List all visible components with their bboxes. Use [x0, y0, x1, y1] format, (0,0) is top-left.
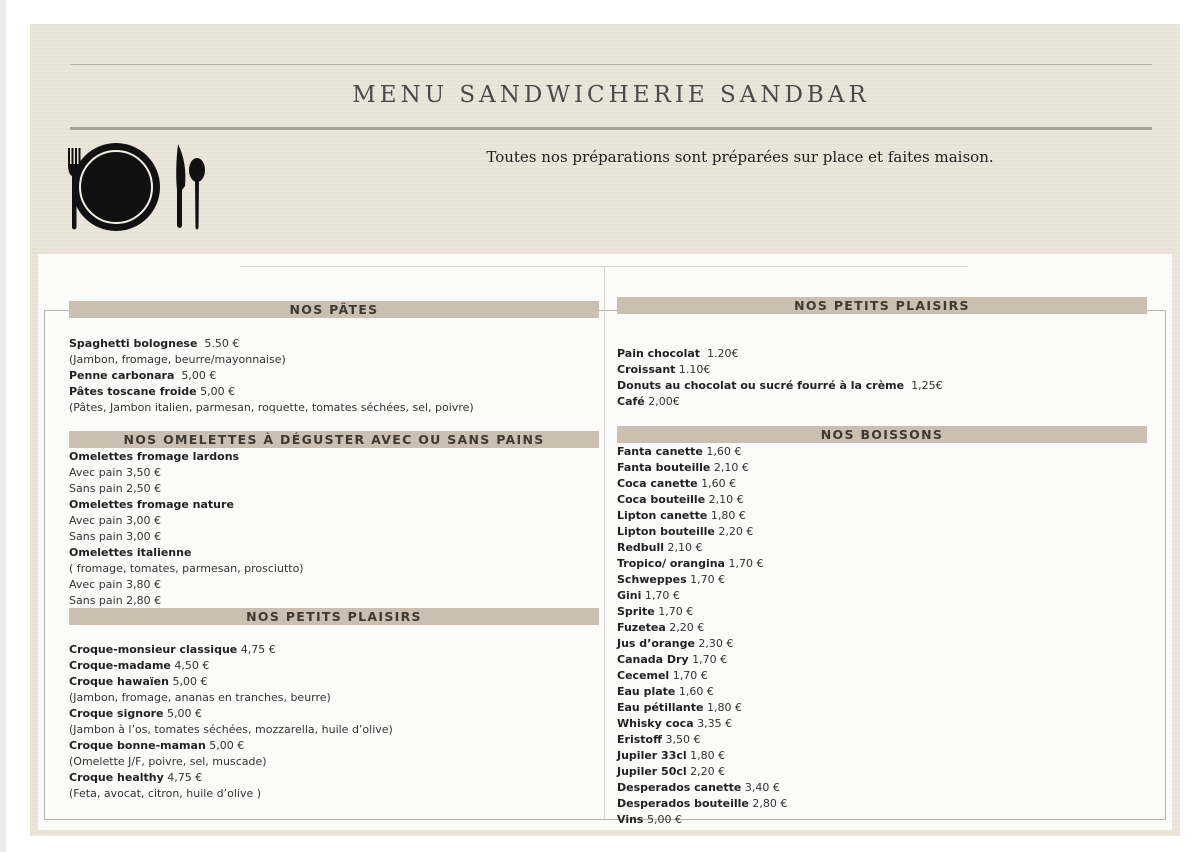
menu-title: MENU SANDWICHERIE SANDBAR: [352, 82, 870, 108]
menu-item: [617, 524, 1147, 540]
item-price: 2,10 €: [705, 493, 744, 506]
item-price: 3,50 €: [661, 733, 701, 746]
item-price: 1,80 €: [686, 749, 726, 762]
item-detail: (Jambon, fromage, beurre/mayonnaise): [69, 353, 286, 366]
menu-item: [69, 336, 599, 352]
section-header-boissons: NOS BOISSONS: [617, 426, 1147, 443]
item-name: Vins: [617, 813, 644, 826]
item-name: Fuzetea: [617, 621, 666, 634]
item-price: 5,00 €: [174, 369, 217, 382]
menu-item: [617, 492, 1147, 508]
item-name: Omelettes fromage nature: [69, 498, 234, 511]
item-price: 3,40 €: [741, 781, 780, 794]
item-detail: (Jambon à l’os, tomates séchées, mozzarella, huile d’olive): [69, 723, 393, 736]
tagline: Toutes nos préparations sont préparées sur place et faites maison.: [486, 148, 994, 166]
item-name: Fanta bouteille: [617, 461, 711, 474]
item-price: 1,60 €: [675, 685, 714, 698]
item-price: 5,00 €: [643, 813, 682, 826]
menu-item: [617, 346, 1147, 362]
menu-item: [617, 460, 1147, 476]
menu-item: [69, 754, 599, 770]
item-detail: (Jambon, fromage, ananas en tranches, beurre): [69, 691, 331, 704]
menu-item: [69, 786, 599, 802]
item-detail: (Feta, avocat, citron, huile d’olive ): [69, 787, 262, 800]
title-underline: [70, 127, 1152, 130]
item-name: Eristoff: [617, 733, 662, 746]
item-name: Desperados bouteille: [617, 797, 749, 810]
item-price: 4,50 €: [170, 659, 210, 672]
item-detail: Sans pain 2,80 €: [69, 594, 162, 607]
item-price: 5,00 €: [168, 675, 208, 688]
item-price: 2,20 €: [665, 621, 705, 634]
item-price: 1.20€: [700, 347, 739, 360]
menu-item: [69, 384, 599, 400]
menu-item: [69, 368, 599, 384]
item-name: Penne carbonara: [69, 369, 175, 382]
section-header-petits-plaisirs: NOS PETITS PLAISIRS: [69, 608, 599, 625]
menu-item: [617, 780, 1147, 796]
item-name: Spaghetti bolognese: [69, 337, 198, 350]
list-viennoiseries: [617, 346, 1147, 410]
item-name: Sprite: [617, 605, 655, 618]
item-name: Croque healthy: [69, 771, 164, 784]
top-rule: [70, 64, 1152, 65]
item-name: Donuts au chocolat ou sucré fourré à la crème: [617, 379, 905, 392]
item-name: Croissant: [617, 363, 676, 376]
item-name: Coca canette: [617, 477, 698, 490]
menu-item: [617, 700, 1147, 716]
item-price: 2,20 €: [714, 525, 754, 538]
menu-item: [617, 636, 1147, 652]
item-price: 4,75 €: [163, 771, 203, 784]
menu-item: [69, 690, 599, 706]
menu-item: [617, 732, 1147, 748]
item-price: 1,70 €: [669, 669, 708, 682]
item-name: Croque bonne-maman: [69, 739, 206, 752]
menu-item: [69, 738, 599, 754]
menu-item: [69, 722, 599, 738]
item-name: Whisky coca: [617, 717, 694, 730]
menu-item: [617, 572, 1147, 588]
list-croques: [69, 642, 599, 802]
menu-item: [69, 352, 599, 368]
item-name: Jupiler 50cl: [617, 765, 687, 778]
item-name: Fanta canette: [617, 445, 703, 458]
item-name: Lipton bouteille: [617, 525, 715, 538]
menu-item: [69, 577, 599, 593]
item-detail: Sans pain 3,00 €: [69, 530, 162, 543]
menu-item: [69, 497, 599, 513]
item-name: Pain chocolat: [617, 347, 701, 360]
menu-item: [617, 394, 1147, 410]
item-price: 5,00 €: [196, 385, 236, 398]
menu-item: [617, 812, 1147, 828]
item-price: 5.50 €: [197, 337, 240, 350]
item-name: Coca bouteille: [617, 493, 706, 506]
menu-item: [617, 652, 1147, 668]
section-header-omelettes: NOS OMELETTES À DÉGUSTER AVEC OU SANS PAINS: [69, 431, 599, 448]
list-omelettes: [69, 449, 599, 609]
item-name: Jupiler 33cl: [617, 749, 687, 762]
menu-item: [69, 770, 599, 786]
menu-card: [30, 24, 1180, 836]
item-name: Cecemel: [617, 669, 670, 682]
item-name: Croque-monsieur classique: [69, 643, 238, 656]
column-divider: [604, 266, 605, 818]
menu-item: [69, 706, 599, 722]
menu-item: [617, 378, 1147, 394]
item-name: Redbull: [617, 541, 665, 554]
item-name: Jus d’orange: [617, 637, 695, 650]
menu-item: [617, 476, 1147, 492]
item-detail: Avec pain 3,00 €: [69, 514, 161, 527]
item-price: 1,70 €: [688, 653, 728, 666]
menu-item: [69, 561, 599, 577]
item-price: 1,80 €: [707, 509, 746, 522]
item-name: Croque signore: [69, 707, 164, 720]
item-name: Desperados canette: [617, 781, 742, 794]
menu-item: [617, 362, 1147, 378]
item-price: 3,35 €: [693, 717, 733, 730]
list-pates: [69, 336, 599, 416]
menu-item: [617, 748, 1147, 764]
item-name: Schweppes: [617, 573, 687, 586]
section-header-pates: NOS PÂTES: [69, 301, 599, 318]
menu-item: [69, 465, 599, 481]
item-name: Pâtes toscane froide: [69, 385, 197, 398]
item-price: 2,20 €: [686, 765, 726, 778]
item-detail: Sans pain 2,50 €: [69, 482, 162, 495]
list-boissons: [617, 444, 1147, 828]
item-price: 1,60 €: [702, 445, 742, 458]
item-price: 1,70 €: [641, 589, 680, 602]
item-name: Omelettes fromage lardons: [69, 450, 240, 463]
item-price: 5,00 €: [163, 707, 202, 720]
menu-item: [69, 529, 599, 545]
item-detail: (Omelette J/F, poivre, sel, muscade): [69, 755, 267, 768]
menu-item: [617, 588, 1147, 604]
menu-item: [617, 604, 1147, 620]
item-name: Omelettes italienne: [69, 546, 192, 559]
item-name: Croque hawaïen: [69, 675, 169, 688]
item-name: Café: [617, 395, 645, 408]
item-name: Gini: [617, 589, 642, 602]
menu-item: [69, 400, 599, 416]
menu-item: [69, 658, 599, 674]
menu-item: [617, 764, 1147, 780]
item-price: 2,80 €: [748, 797, 788, 810]
item-price: 1,60 €: [697, 477, 737, 490]
item-price: 2,10 €: [664, 541, 703, 554]
section-header-petits-plaisirs-right: NOS PETITS PLAISIRS: [617, 297, 1147, 314]
item-name: Lipton canette: [617, 509, 708, 522]
menu-item: [69, 642, 599, 658]
menu-item: [617, 684, 1147, 700]
item-price: 2,00€: [644, 395, 680, 408]
item-detail: (Pâtes, Jambon italien, parmesan, roquette, tomates séchées, sel, poivre): [69, 401, 474, 414]
menu-item: [617, 556, 1147, 572]
menu-item: [69, 449, 599, 465]
menu-item: [617, 444, 1147, 460]
item-price: 2,10 €: [710, 461, 749, 474]
item-name: Croque-madame: [69, 659, 171, 672]
item-detail: ( fromage, tomates, parmesan, prosciutto): [69, 562, 304, 575]
menu-item: [69, 593, 599, 609]
menu-item: [617, 508, 1147, 524]
item-detail: Avec pain 3,50 €: [69, 466, 161, 479]
item-name: Eau pétillante: [617, 701, 704, 714]
item-price: 1,25€: [904, 379, 943, 392]
item-price: 1,70 €: [686, 573, 726, 586]
item-name: Eau plate: [617, 685, 676, 698]
menu-item: [617, 540, 1147, 556]
item-detail: Avec pain 3,80 €: [69, 578, 161, 591]
menu-item: [69, 545, 599, 561]
item-name: Tropico/ orangina: [617, 557, 725, 570]
menu-item: [69, 674, 599, 690]
menu-item: [617, 668, 1147, 684]
page-left-edge: [0, 0, 6, 852]
item-price: 1,70 €: [724, 557, 764, 570]
menu-item: [69, 513, 599, 529]
menu-item: [617, 716, 1147, 732]
menu-item: [617, 620, 1147, 636]
item-price: 1,80 €: [703, 701, 742, 714]
item-price: 1.10€: [675, 363, 711, 376]
menu-panel: [38, 254, 1172, 830]
cutlery-plate-icon: [66, 140, 208, 234]
item-price: 4,75 €: [237, 643, 276, 656]
item-price: 1,70 €: [654, 605, 694, 618]
item-price: 5,00 €: [205, 739, 245, 752]
item-price: 2,30 €: [694, 637, 734, 650]
item-name: Canada Dry: [617, 653, 689, 666]
menu-item: [69, 481, 599, 497]
menu-item: [617, 796, 1147, 812]
